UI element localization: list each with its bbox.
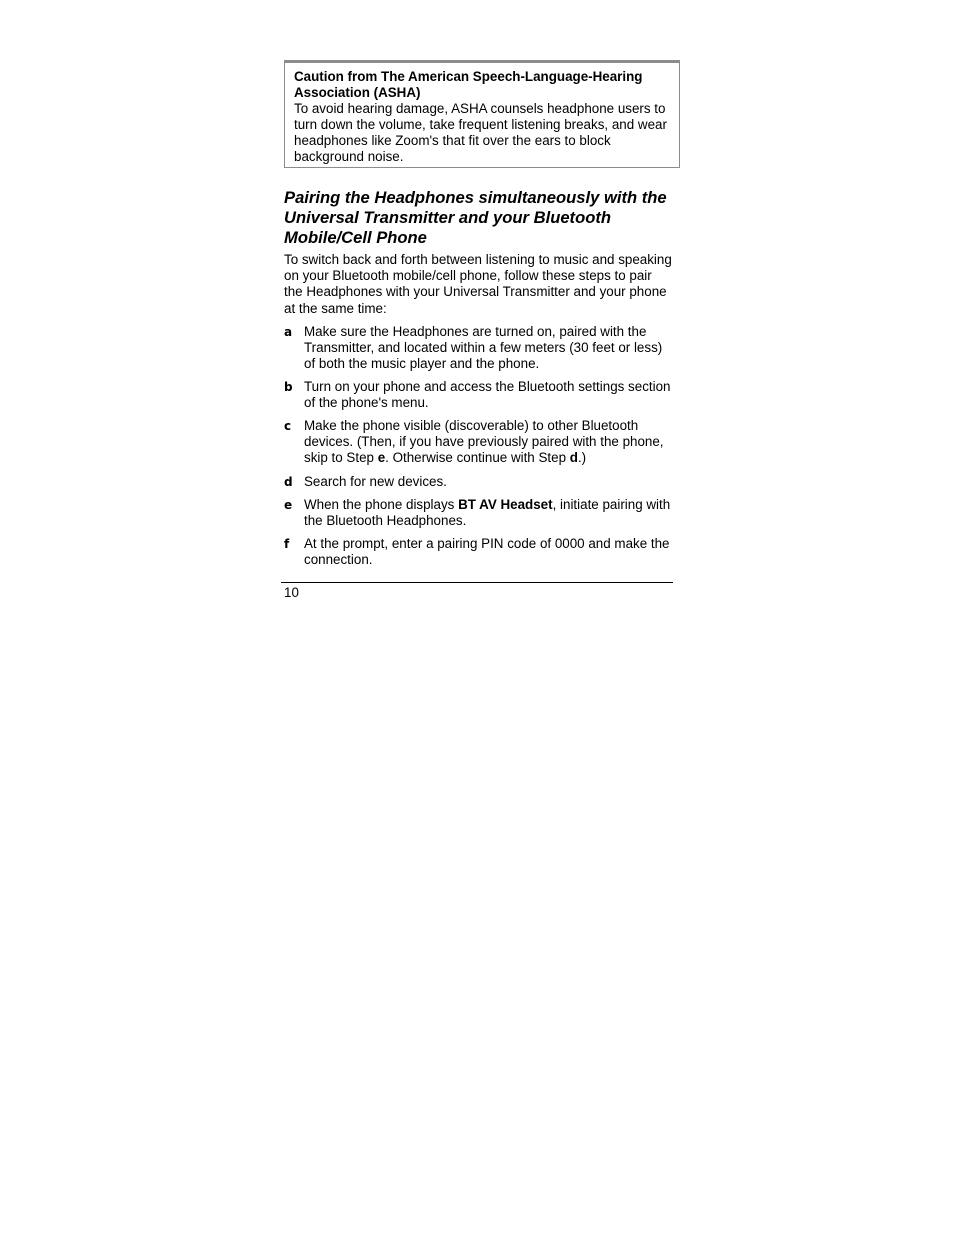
step-text: [304, 497, 674, 529]
step-letter: c: [284, 419, 292, 433]
step-ref-e: e: [377, 450, 386, 466]
step-text: Make sure the Headphones are turned on, paired with the Transmitter, and located within a few meters (30 feet or less) of both the music player and the phone.: [304, 324, 663, 372]
step-text: [304, 418, 674, 467]
step-text-part: Make the phone visible (discoverable) to other Bluetooth devices. (Then, if you have previously paired with the phone, skip to Step: [304, 418, 664, 466]
intro-paragraph: To switch back and forth between listening to music and speaking on your Bluetooth mobile/cell phone, follow these steps to pair the Headphones with your Universal Transmitter and your phone at the same time:: [284, 252, 672, 316]
step-text: Turn on your phone and access the Bluetooth settings section of the phone's menu.: [304, 379, 671, 411]
step-letter: d: [284, 475, 293, 489]
step-text-part: .): [577, 450, 587, 466]
caution-title: Caution from The American Speech-Language-Hearing Association (ASHA): [294, 69, 643, 100]
step-text: At the prompt, enter a pairing PIN code of 0000 and make the connection.: [304, 536, 670, 568]
step-letter: e: [284, 498, 293, 512]
step-letter: b: [284, 380, 293, 394]
step-text-part: , initiate pairing with the Bluetooth Headphones.: [304, 497, 671, 529]
caution-body: To avoid hearing damage, ASHA counsels headphone users to turn down the volume, take frequent listening breaks, and wear headphones like Zoom's that fit over the ears to block background noise.: [294, 101, 667, 164]
footer-divider: [281, 582, 673, 583]
step-text-part: . Otherwise continue with Step: [385, 450, 570, 466]
step-ref-d: d: [569, 450, 578, 466]
page-number: 10: [284, 585, 299, 600]
step-text-part: When the phone displays: [304, 497, 459, 512]
section-heading: Pairing the Headphones simultaneously with the Universal Transmitter and your Bluetooth Mobile/Cell Phone: [284, 188, 667, 247]
step-letter: a: [284, 325, 293, 339]
caution-box: [284, 60, 680, 168]
step-text: Search for new devices.: [304, 474, 447, 489]
device-name: BT AV Headset: [458, 497, 553, 512]
step-letter: f: [284, 537, 290, 551]
